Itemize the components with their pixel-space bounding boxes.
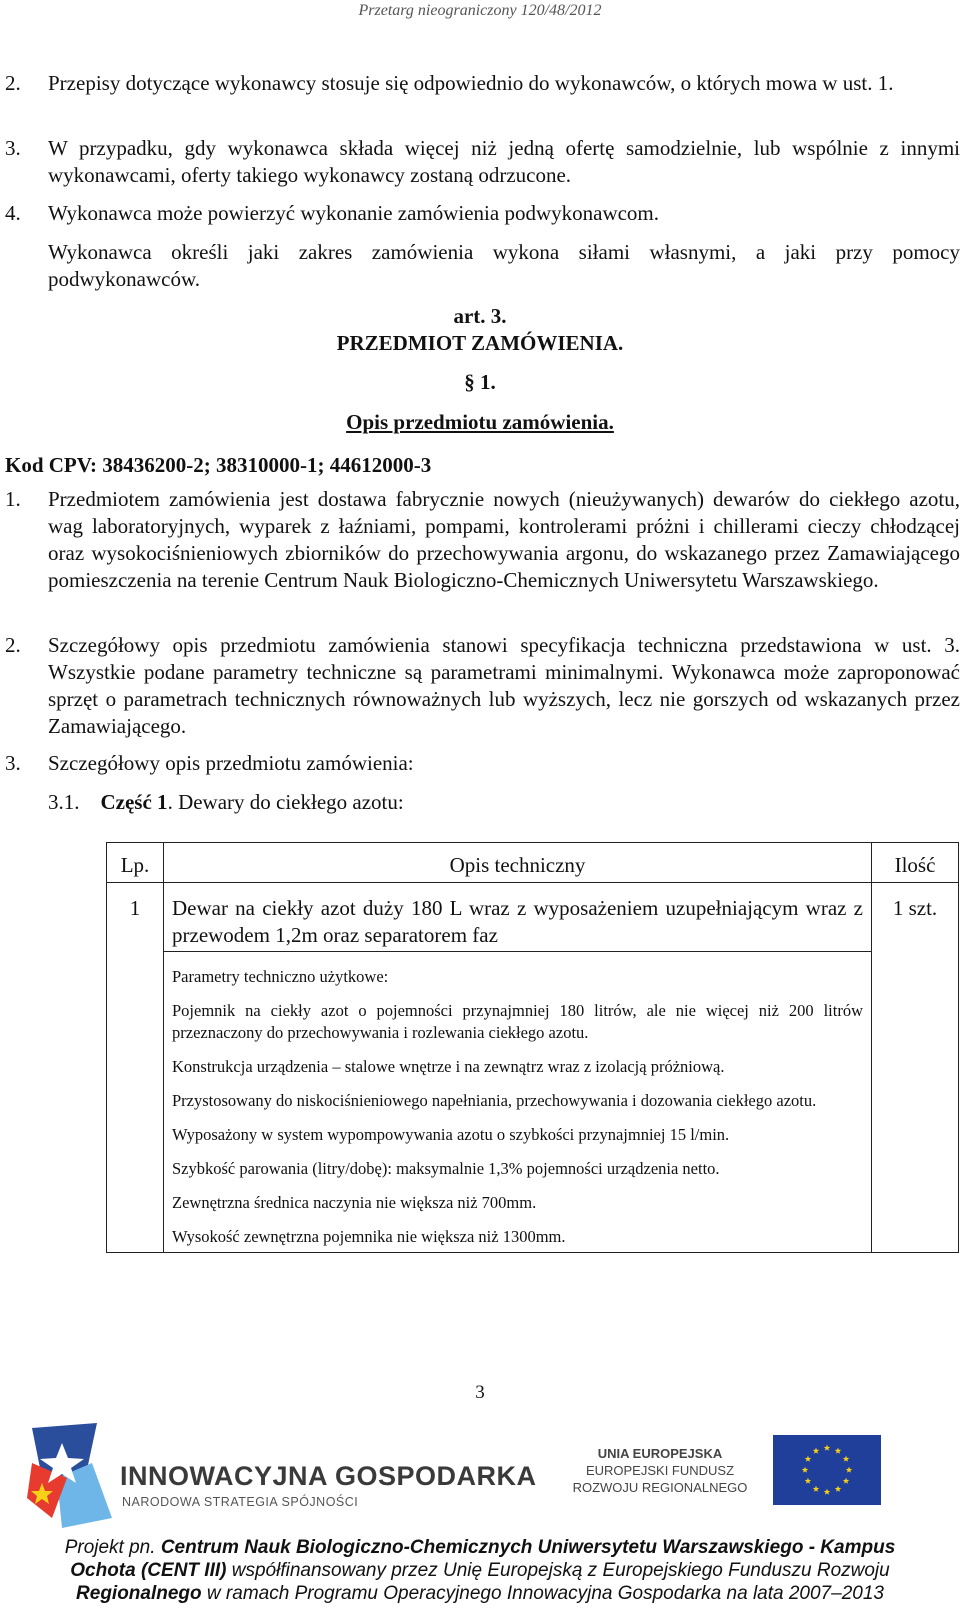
list-item: Szczegółowy opis przedmiotu zamówienia: (48, 751, 414, 775)
eu-fund-text (566, 1445, 754, 1496)
item-number: 2. (5, 71, 21, 95)
footer-2a: Ochota (CENT III) (70, 1560, 227, 1581)
item-number: 1. (5, 487, 21, 511)
cpv-code: Kod CPV: 38436200-2; 38310000-1; 44612000-3 (5, 453, 432, 477)
footer-1a: Projekt pn. (64, 1537, 161, 1558)
item-number: 3. (5, 136, 21, 160)
header-description: Opis techniczny (164, 843, 872, 883)
part-title: . Dewary do ciekłego azotu: (167, 790, 404, 814)
row-description (164, 883, 872, 1253)
page-header: Przetarg nieograniczony 120/48/2012 (358, 2, 602, 19)
eu-line-1: UNIA EUROPEJSKA (597, 1446, 723, 1461)
param-item: Wyposażony w system wypompowywania azotu o szybkości przynajmniej 15 l/min. (172, 1125, 730, 1144)
section-title: Opis przedmiotu zamówienia. (346, 410, 614, 434)
row-title: Dewar na ciekły azot duży 180 L wraz z wyposażeniem uzupełniającym wraz z przewodem 1,2m oraz separatorem faz (164, 883, 871, 952)
item-number: 4. (5, 201, 21, 225)
page-number: 3 (475, 1382, 485, 1403)
item-number: 3. (5, 751, 21, 775)
row-lp: 1 (107, 883, 164, 1253)
list-item-continuation: Wykonawca określi jaki zakres zamówienia wykona siłami własnymi, a jaki przy pomocy podwykonawców. (48, 240, 960, 291)
list-item: Przepisy dotyczące wykonawcy stosuje się odpowiednio do wykonawców, o których mowa w ust. 1. (48, 71, 894, 95)
footer-1b: Centrum Nauk Biologiczno-Chemicznych Uniwersytetu Warszawskiego - Kampus (160, 1537, 896, 1558)
footer-line-3 (0, 1582, 960, 1605)
list-item: Szczegółowy opis przedmiotu zamówienia stanowi specyfikacja techniczna przedstawiona w ust. 3. Wszystkie podane parametry techniczne są parametrami minimalnymi. Wykonawca może zaproponować sprzęt o parametrach technicznych równoważnych lub wyższych, lecz nie gorszych od wskazanych przez Zamawiającego. (48, 633, 960, 738)
params-list (164, 952, 871, 1248)
article-number: art. 3. (453, 304, 507, 328)
footer-line-1 (0, 1536, 960, 1559)
footer-3b: w ramach Programu Operacyjnego Innowacyjna Gospodarka na lata 2007–2013 (201, 1583, 884, 1604)
item-number: 2. (5, 633, 21, 657)
eu-line-3: ROZWOJU REGIONALNEGO (572, 1480, 748, 1495)
footer-2b: współfinansowany przez Unię Europejską z Europejskiego Funduszu Rozwoju (226, 1560, 890, 1581)
param-item: Pojemnik na ciekły azot o pojemności przynajmniej 180 litrów, ale nie więcej niż 200 litrów przeznaczony do przechowywania i rozlewania ciekłego azotu. (172, 1001, 863, 1042)
eu-flag-icon (773, 1435, 881, 1505)
param-item: Parametry techniczno użytkowe: (172, 967, 389, 986)
header-lp: Lp. (107, 843, 164, 883)
table-row (107, 883, 959, 1253)
param-item: Szybkość parowania (litry/dobę): maksymalnie 1,3% pojemności urządzenia netto. (172, 1159, 720, 1178)
part-label: Część 1 (100, 790, 168, 814)
logo-band (0, 1425, 960, 1535)
spec-table (106, 842, 959, 1253)
param-item: Przystosowany do niskociśnieniowego napełniania, przechowywania i dozowania ciekłego azotu. (172, 1091, 817, 1110)
innovative-economy-logo-icon (22, 1423, 117, 1533)
footer-3a: Regionalnego (76, 1583, 202, 1604)
section-number: § 1. (464, 370, 496, 394)
article-title: PRZEDMIOT ZAMÓWIENIA. (336, 331, 624, 355)
list-item: Wykonawca może powierzyć wykonanie zamówienia podwykonawcom. (48, 201, 660, 225)
innovative-economy-title: INNOWACYJNA GOSPODARKA (120, 1461, 537, 1491)
table-header-row (107, 843, 959, 883)
innovative-economy-subtitle: NARODOWA STRATEGIA SPÓJNOŚCI (122, 1495, 359, 1509)
footer-line-2 (0, 1559, 960, 1582)
list-item: W przypadku, gdy wykonawca składa więcej niż jedną ofertę samodzielnie, lub wspólnie z innymi wykonawcami, oferty takiego wykonawcy zostaną odrzucone. (48, 136, 960, 187)
param-item: Wysokość zewnętrzna pojemnika nie większa niż 1300mm. (172, 1227, 566, 1246)
part-heading (48, 789, 404, 816)
param-item: Zewnętrzna średnica naczynia nie większa niż 700mm. (172, 1193, 537, 1212)
row-quantity: 1 szt. (872, 883, 959, 1253)
part-number: 3.1. (48, 790, 80, 814)
param-item: Konstrukcja urządzenia – stalowe wnętrze i na zewnątrz wraz z izolacją próżniową. (172, 1057, 725, 1076)
eu-line-2: EUROPEJSKI FUNDUSZ (585, 1463, 735, 1478)
list-item: Przedmiotem zamówienia jest dostawa fabrycznie nowych (nieużywanych) dewarów do ciekłego azotu, wag laboratoryjnych, wyparek z łaźniami, pompami, kontrolerami próżni i chillerami cieczy chłodzącej oraz wysokociśnieniowych zbiorników do przechowywania argonu, do wskazanego przez Zamawiającego pomieszczenia na terenie Centrum Nauk Biologiczno-Chemicznych Uniwersytetu Warszawskiego. (48, 487, 960, 592)
header-quantity: Ilość (872, 843, 959, 883)
